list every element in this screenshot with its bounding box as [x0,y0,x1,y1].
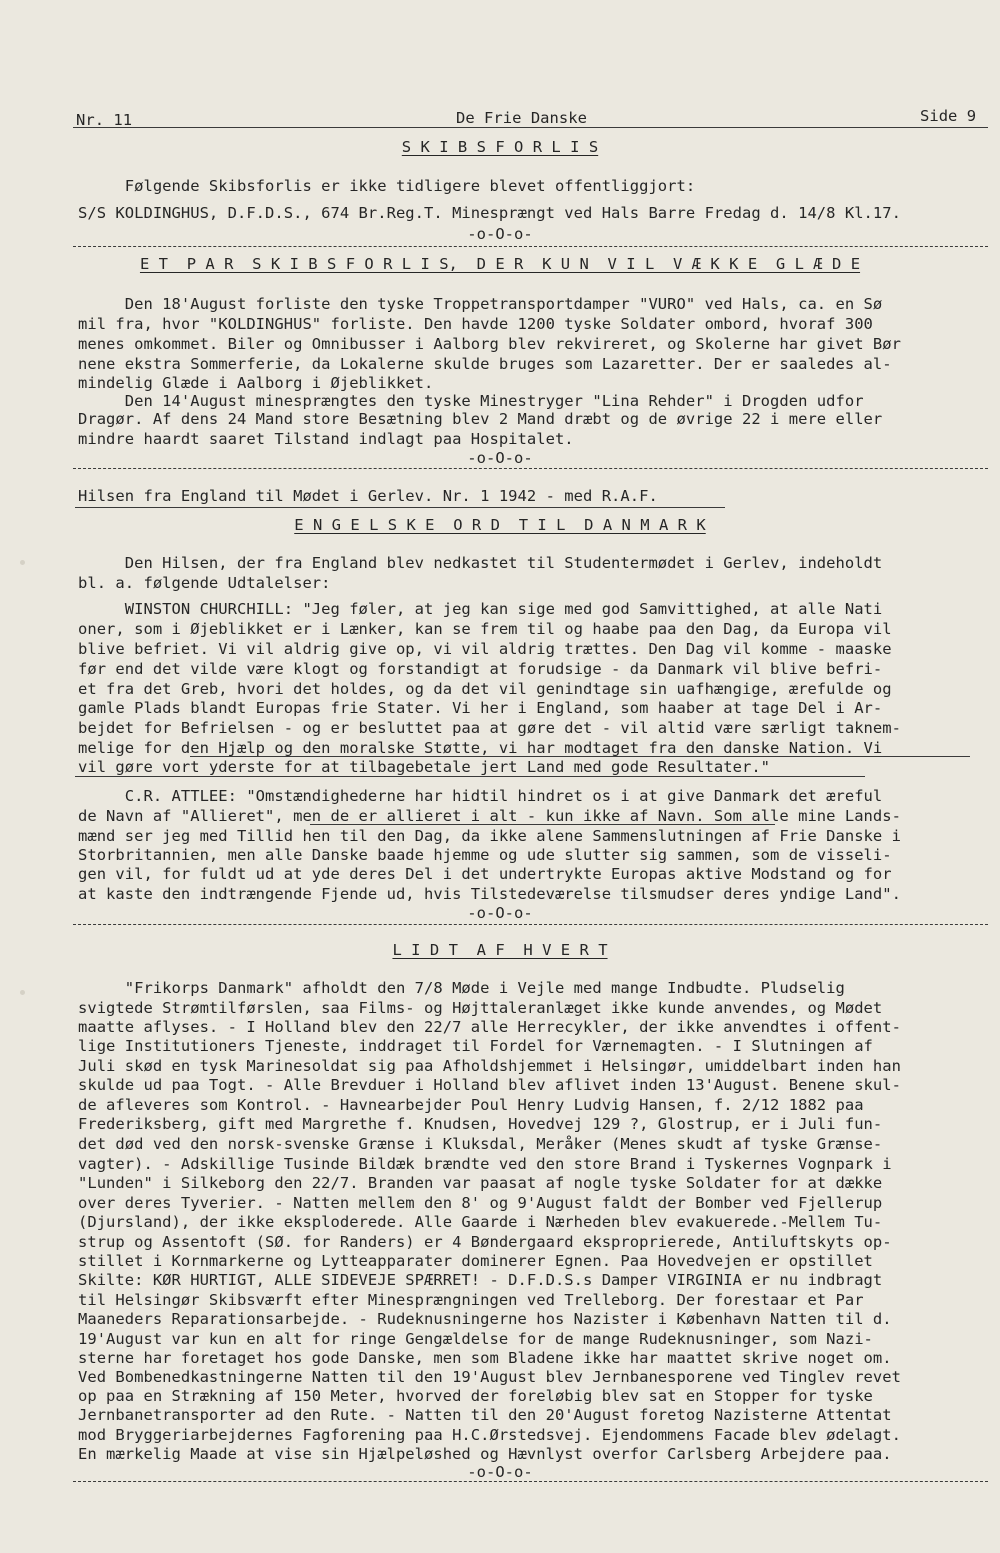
hvert-line-18: Maaneders Reparationsarbejde. - Rudeknusningerne hos Nazister i København Natten til d. [78,1310,892,1328]
churchill-line-5: et fra det Greb, hvori det holdes, og da det vil genindtage sin uafhængige, ærefulde og [78,680,892,698]
glaede-line-8: mindre haardt saaret Tilstand indlagt paa Hospitalet. [78,430,574,448]
attlee-line-4: Storbritannien, men alle Danske baade hjemme og ude slutter sig sammen, som de visseli- [78,846,892,864]
glaede-line-1: Den 18'August forliste den tyske Troppetransportdamper "VURO" ved Hals, ca. en Sø [78,295,883,313]
skibsforlis-line-2: S/S KOLDINGHUS, D.F.D.S., 674 Br.Reg.T. Minesprængt ved Hals Barre Fredag d. 14/8 Kl.17. [78,204,901,222]
quote-underline [310,824,775,825]
hvert-line-10: vagter). - Adskillige Tusinde Bildæk brændte ved den store Brand i Tyskernes Vognpark i [78,1155,892,1173]
hvert-line-17: til Helsingør Skibsværft efter Minesprængningen ved Trelleborg. Der forestaar et Par [78,1291,864,1309]
hvert-line-3: maatte aflyses. - I Holland blev den 22/7 alle Herrecykler, der ikke anvendtes i offent- [78,1018,901,1036]
hvert-line-19: 19'August var kun en alt for ringe Gengældelse for de mange Rudeknusninger, som Nazi- [78,1330,873,1348]
quote-underline [190,756,970,757]
churchill-line-3: blive befriet. Vi vil aldrig give op, vi vil aldrig trættes. Den Dag vil komme - maaske [78,640,892,658]
hvert-line-2: svigtede Strømtilførslen, saa Films- og Højttaleranlæget ikke kunde anvendes, og Mødet [78,999,883,1017]
quote-underline [75,776,865,777]
hvert-line-24: mod Bryggeriarbejdernes Fagforening paa H.C.Ørstedsvej. Ejendommens Facade blev ødelagt. [78,1426,901,1444]
hvert-line-13: (Djursland), der ikke eksploderede. Alle Gaarde i Nærheden blev evakuerede.-Mellem Tu- [78,1213,883,1231]
punch-hole [20,990,25,995]
attlee-line-1: C.R. ATTLEE: "Omstændighederne har hidtil hindret os i at give Danmark det æreful [78,787,883,805]
churchill-line-8: melige for den Hjælp og den moralske Støtte, vi har modtaget fra den danske Nation. Vi [78,739,883,757]
hvert-line-11: "Lunden" i Silkeborg den 22/7. Branden var paasat af nogle tyske Soldater for at dække [78,1174,883,1192]
attlee-line-2: de Navn af "Allieret", men de er allieret i alt - kun ikke af Navn. Som alle mine Lands- [78,807,901,825]
hvert-line-12: over deres Tyverier. - Natten mellem den 8' og 9'August faldt der Bomber ved Fjellerup [78,1194,883,1212]
hvert-line-1: "Frikorps Danmark" afholdt den 7/8 Møde i Vejle med mange Indbudte. Pludselig [78,979,845,997]
churchill-line-9: vil gøre vort yderste for at tilbagebetale jert Land med gode Resultater." [78,758,771,776]
header-underline [73,127,988,128]
churchill-line-6: gamle Plads blandt Europas frie Stater. Vi her i England, som haaber at tage Del i Ar- [78,699,883,717]
england-line-2: bl. a. følgende Udtalelser: [78,574,331,592]
hvert-line-21: Ved Bombenedkastningerne Natten til den 19'August blev Jernbanesporene ved Tinglev revet [78,1368,901,1386]
hvert-line-7: de afleveres som Kontrol. - Havnearbejder Poul Henry Ludvig Hansen, f. 2/12 1882 paa [78,1096,864,1114]
issue-number: Nr. 11 [76,111,133,129]
separator: -o-O-o- [467,225,533,243]
attlee-line-6: at kaste den indtrængende Fjende ud, hvis Tilstedeværelse tilsmudser deres yndige Land". [78,885,901,903]
glaede-line-4: nene ekstra Sommerferie, da Lokalerne skulde bruges som Lazaretter. Der er saaledes al- [78,355,892,373]
punch-hole [20,560,25,565]
separator: -o-O-o- [467,449,533,467]
glaede-line-2: mil fra, hvor "KOLDINGHUS" forliste. Den havde 1200 tyske Soldater ombord, hvoraf 300 [78,315,873,333]
dashed-rule [73,924,988,925]
dashed-rule [73,246,988,247]
separator: -o-O-o- [467,904,533,922]
hvert-line-14: strup og Assentoft (SØ. for Randers) er 4 Bøndergaard eksproprierede, Antiluftskyts op- [78,1233,892,1251]
attlee-line-3: mænd ser jeg med Tillid hen til den Dag, da ikke alene Sammenslutningen af Frie Danske i [78,827,901,845]
hvert-line-4: lige Institutioners Tjeneste, inddraget til Fordel for Værnemagten. - I Slutningen af [78,1037,873,1055]
hvert-line-20: sterne har foretaget hos gode Danske, men som Bladene ikke har maattet skrive noget om. [78,1349,892,1367]
hvert-line-22: op paa en Strækning af 150 Meter, hvorved der foreløbig blev sat en Stopper for tyske [78,1387,873,1405]
england-intro: Hilsen fra England til Mødet i Gerlev. Nr. 1 1942 - med R.A.F. [78,487,658,505]
churchill-line-7: bejdet for Befrielsen - og er besluttet paa at gøre det - vil altid være særligt taknem- [78,719,901,737]
dashed-rule [73,468,988,469]
skibsforlis-line-1: Følgende Skibsforlis er ikke tidligere blevet offentliggjort: [78,177,696,195]
hvert-line-15: stillet i Kornmarkerne og Lytteapparater dominerer Egnen. Paa Hovedvejen er opstillet [78,1252,873,1270]
page-number: Side 9 [920,107,977,125]
section-title-england: E N G E L S K E O R D T I L D A N M A R K [294,516,706,534]
section-title-glaede: E T P A R S K I B S F O R L I S, D E R K U N V I L V Æ K K E G L Æ D E [139,255,861,273]
glaede-line-3: menes omkommet. Biler og Omnibusser i Aalborg blev rekvireret, og Skolerne har givet Bør [78,335,901,353]
hvert-line-16: Skilte: KØR HURTIGT, ALLE SIDEVEJE SPÆRRET! - D.F.D.S.s Damper VIRGINIA er nu indbragt [78,1271,883,1289]
glaede-line-5: mindelig Glæde i Aalborg i Øjeblikket. [78,374,434,392]
churchill-line-1: WINSTON CHURCHILL: "Jeg føler, at jeg kan sige med god Samvittighed, at alle Nati [78,600,883,618]
hvert-line-23: Jernbanetransporter ad den Rute. - Natten til den 20'August foretog Nazisterne Attentat [78,1406,892,1424]
hvert-line-8: Frederiksberg, gift med Margrethe f. Knudsen, Hovedvej 129 ?, Glostrup, er i Juli fun- [78,1115,883,1133]
separator: -o-O-o- [467,1463,533,1481]
dashed-rule [73,1481,988,1482]
hvert-line-5: Juli skød en tysk Marinesoldat sig paa Afholdshjemmet i Helsingør, umiddelbart inden han [78,1057,901,1075]
publication-title: De Frie Danske [456,109,587,127]
intro-underline [75,507,725,508]
attlee-line-5: gen vil, for fuldt ud at yde deres Del i det undertrykte Europas aktive Modstand og for [78,865,892,883]
churchill-line-4: før end det vilde være klogt og forstandigt at forudsige - da Danmark vil blive befri- [78,660,883,678]
glaede-line-6: Den 14'August minesprængtes den tyske Minestryger "Lina Rehder" i Drogden udfor [78,392,864,410]
england-line-1: Den Hilsen, der fra England blev nedkastet til Studentermødet i Gerlev, indeholdt [78,554,883,572]
hvert-line-6: skulde ud paa Togt. - Alle Brevduer i Holland blev aflivet inden 13'August. Benene skul- [78,1076,901,1094]
churchill-line-2: oner, som i Øjeblikket er i Lænker, kan se frem til og haabe paa den Dag, da Europa vil [78,620,892,638]
hvert-line-9: det død ved den norsk-svenske Grænse i Kluksdal, Meråker (Menes skudt af tyske Grænse- [78,1135,883,1153]
hvert-line-25: En mærkelig Maade at vise sin Hjælpeløshed og Hævnlyst overfor Carlsberg Arbejdere paa. [78,1445,892,1463]
section-title-skibsforlis: S K I B S F O R L I S [401,138,599,156]
section-title-hvert: L I D T A F H V E R T [392,941,608,959]
glaede-line-7: Dragør. Af dens 24 Mand store Besætning blev 2 Mand dræbt og de øvrige 22 i mere eller [78,410,883,428]
